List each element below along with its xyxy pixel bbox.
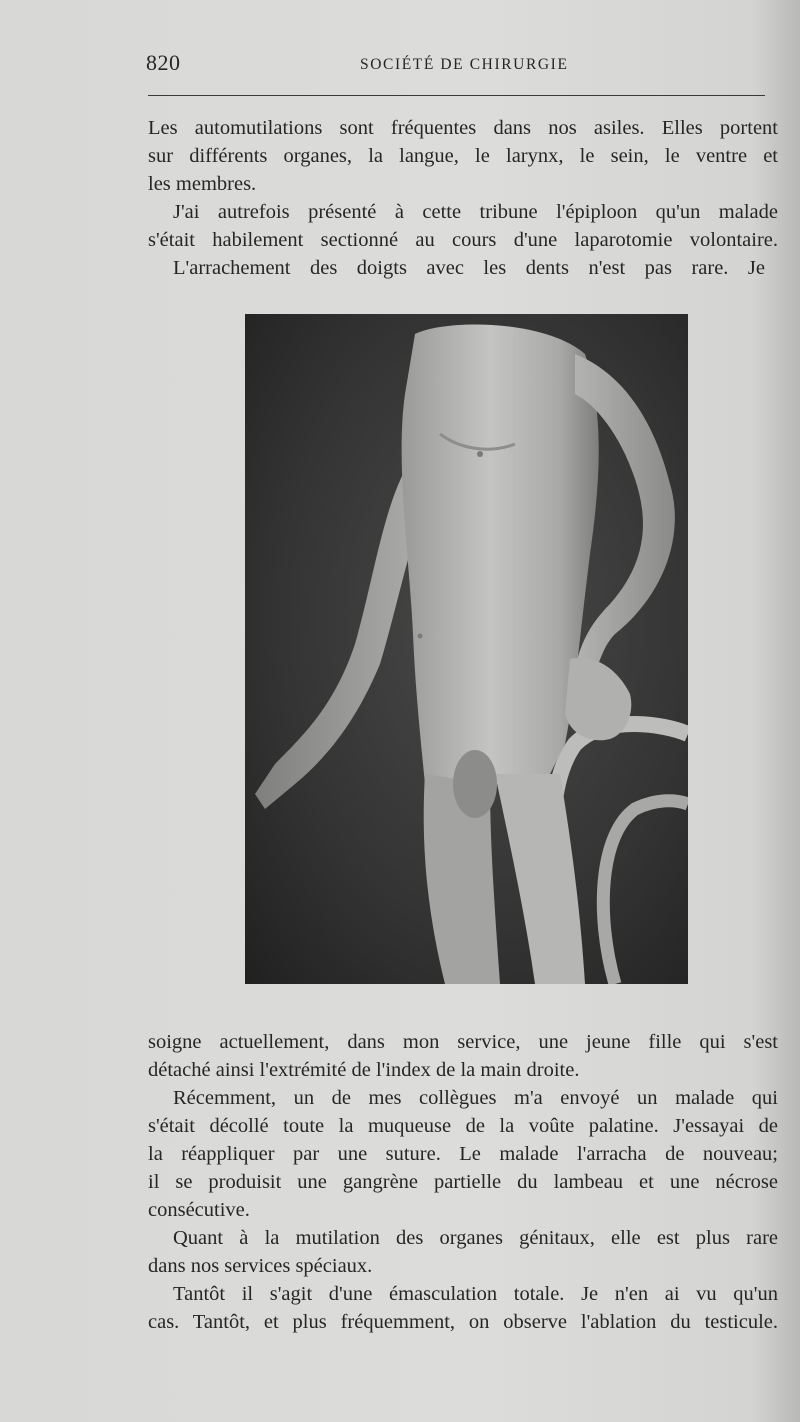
text-line: détaché ainsi l'extrémité de l'index de la main droite.: [148, 1059, 580, 1081]
text-line: consécutive.: [148, 1199, 250, 1221]
patient-photograph: [245, 314, 688, 984]
text-line: L'arrachement des doigts avec les dents n'est pas rare. Je: [173, 257, 765, 279]
text-line: Quant à la mutilation des organes génitaux, elle est plus rare: [173, 1227, 778, 1249]
text-line: Récemment, un de mes collègues m'a envoyé un malade qui: [173, 1087, 778, 1109]
text-line: J'ai autrefois présenté à cette tribune l'épiploon qu'un malade: [173, 201, 778, 223]
text-line: Les automutilations sont fréquentes dans nos asiles. Elles portent: [148, 117, 778, 139]
page-number: 820: [146, 50, 181, 75]
header-rule: [148, 95, 765, 96]
text-line: cas. Tantôt, et plus fréquemment, on observe l'ablation du testicule.: [148, 1311, 778, 1333]
text-line: Tantôt il s'agit d'une émasculation totale. Je n'en ai vu qu'un: [173, 1283, 778, 1305]
text-line: la réappliquer par une suture. Le malade l'arracha de nouveau;: [148, 1143, 778, 1165]
text-line: dans nos services spéciaux.: [148, 1255, 373, 1277]
running-title: SOCIÉTÉ DE CHIRURGIE: [360, 56, 569, 73]
text-line: s'était décollé toute la muqueuse de la voûte palatine. J'essayai de: [148, 1115, 778, 1137]
text-line: soigne actuellement, dans mon service, une jeune fille qui s'est: [148, 1031, 778, 1053]
text-line: s'était habilement sectionné au cours d'une laparotomie volontaire.: [148, 229, 778, 251]
text-line: les membres.: [148, 173, 257, 195]
text-line: il se produisit une gangrène partielle du lambeau et une nécrose: [148, 1171, 778, 1193]
text-line: sur différents organes, la langue, le larynx, le sein, le ventre et: [148, 145, 778, 167]
